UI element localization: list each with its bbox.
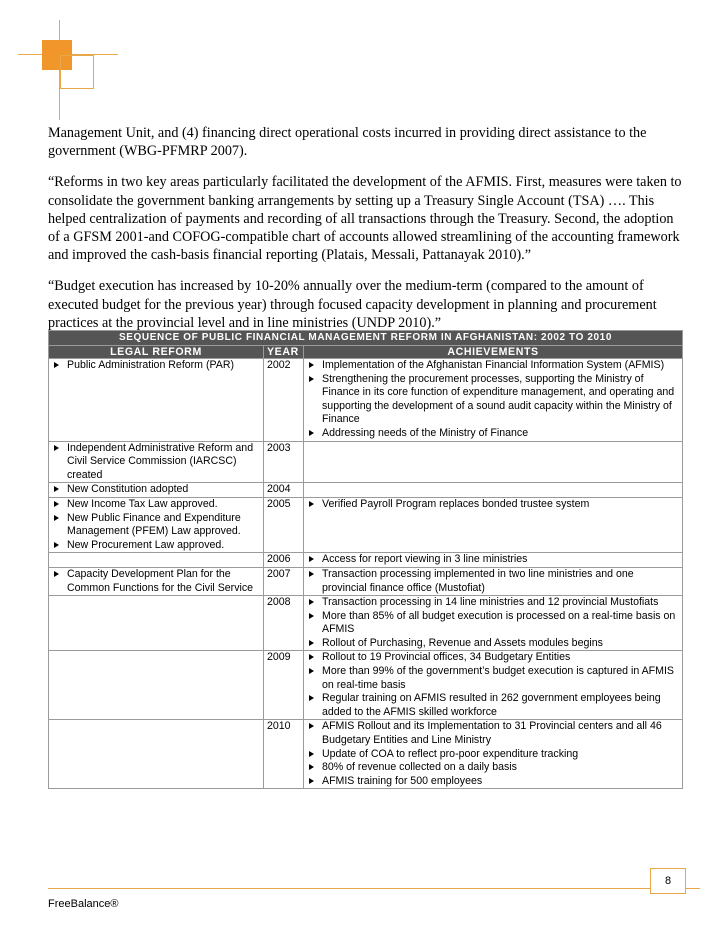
bullet-item: Strengthening the procurement processes, supporting the Ministry of Finance in its core function of expenditure management, and operating and supporting the development of a sound audit capacity within the Ministry of Finance [307, 373, 679, 427]
year-cell: 2003 [264, 441, 304, 483]
legal-reform-cell [49, 596, 264, 651]
legal-reform-cell [49, 553, 264, 568]
achievements-cell [304, 497, 683, 552]
bullet-item: Transaction processing in 14 line ministries and 12 provincial Mustofiats [307, 596, 679, 610]
bullet-item: Verified Payroll Program replaces bonded trustee system [307, 498, 679, 512]
bullet-list [307, 568, 679, 595]
table-row [49, 720, 683, 789]
bullet-item: 80% of revenue collected on a daily basis [307, 761, 679, 775]
table-row [49, 596, 683, 651]
footer-rule [48, 888, 700, 889]
bullet-item: Regular training on AFMIS resulted in 262 government employees being added to the AFMIS skilled workforce [307, 692, 679, 719]
bullet-item: Capacity Development Plan for the Common Functions for the Civil Service [52, 568, 260, 595]
bullet-item: Rollout to 19 Provincial offices, 34 Budgetary Entities [307, 651, 679, 665]
legal-reform-cell [49, 359, 264, 442]
year-cell: 2007 [264, 567, 304, 595]
legal-reform-cell [49, 720, 264, 789]
header-legal-reform: LEGAL REFORM [49, 346, 264, 359]
bullet-list [52, 568, 260, 595]
bullet-item: More than 85% of all budget execution is processed on a real-time basis on AFMIS [307, 610, 679, 637]
table-caption: SEQUENCE OF PUBLIC FINANCIAL MANAGEMENT REFORM IN AFGHANISTAN: 2002 TO 2010 [49, 331, 683, 346]
bullet-list [52, 483, 260, 497]
bullet-item: New Income Tax Law approved. [52, 498, 260, 512]
paragraph-1: Management Unit, and (4) financing direct operational costs incurred in providing direct assistance to the government (WBG-PFMRP 2007). [48, 125, 647, 160]
bullet-list [307, 720, 679, 788]
legal-reform-cell [49, 483, 264, 498]
achievements-cell [304, 651, 683, 720]
achievements-cell [304, 441, 683, 483]
table-row [49, 483, 683, 498]
legal-reform-cell [49, 567, 264, 595]
header-year: YEAR [264, 346, 304, 359]
bullet-item: AFMIS training for 500 employees [307, 775, 679, 789]
year-cell: 2002 [264, 359, 304, 442]
table-row [49, 497, 683, 552]
table-row [49, 651, 683, 720]
legal-reform-cell [49, 441, 264, 483]
bullet-item: Rollout of Purchasing, Revenue and Assets modules begins [307, 637, 679, 651]
achievements-cell [304, 553, 683, 568]
table-row [49, 553, 683, 568]
bullet-list [52, 359, 260, 373]
bullet-list [307, 553, 679, 567]
logo-outline-square [60, 55, 94, 89]
bullet-list [307, 651, 679, 719]
bullet-item: New Constitution adopted [52, 483, 260, 497]
achievements-cell [304, 359, 683, 442]
paragraph-2: “Reforms in two key areas particularly facilitated the development of the AFMIS. First, measures were taken to consolidate the government banking arrangements by setting up a Treasury Single Account (TSA) …. This helped centralization of payments and recording of all transactions through the Treasury. Second, the adoption of a GFSM 2001-and COFOG-compatible chart of accounts allowed streamlining of the accounting framework and improved the cash-basis financial reporting (Platais, Messali, Pattanayak 2010).” [48, 174, 682, 264]
achievements-cell [304, 567, 683, 595]
page-number: 8 [650, 868, 686, 894]
freebalance-logo [0, 0, 120, 110]
year-cell: 2008 [264, 596, 304, 651]
achievements-cell [304, 596, 683, 651]
bullet-item: Public Administration Reform (PAR) [52, 359, 260, 373]
bullet-item: AFMIS Rollout and its Implementation to 31 Provincial centers and all 46 Budgetary Entities and Line Ministry [307, 720, 679, 747]
year-cell: 2010 [264, 720, 304, 789]
bullet-item: New Public Finance and Expenditure Management (PFEM) Law approved. [52, 512, 260, 539]
reform-sequence-table [48, 330, 683, 789]
table-row [49, 567, 683, 595]
bullet-list [52, 498, 260, 552]
achievements-cell [304, 483, 683, 498]
bullet-list [307, 498, 679, 512]
bullet-list [307, 359, 679, 441]
header-achievements: ACHIEVEMENTS [304, 346, 683, 359]
legal-reform-cell [49, 651, 264, 720]
bullet-list [307, 596, 679, 650]
bullet-item: New Procurement Law approved. [52, 539, 260, 553]
table-row [49, 441, 683, 483]
year-cell: 2005 [264, 497, 304, 552]
bullet-list [52, 442, 260, 483]
bullet-item: More than 99% of the government’s budget execution is captured in AFMIS on real-time basis [307, 665, 679, 692]
bullet-item: Addressing needs of the Ministry of Finance [307, 427, 679, 441]
table-body [49, 359, 683, 789]
legal-reform-cell [49, 497, 264, 552]
table-row [49, 359, 683, 442]
bullet-item: Independent Administrative Reform and Civil Service Commission (IARCSC) created [52, 442, 260, 483]
year-cell: 2009 [264, 651, 304, 720]
achievements-cell [304, 720, 683, 789]
footer-brand: FreeBalance® [48, 898, 119, 910]
bullet-item: Implementation of the Afghanistan Financial Information System (AFMIS) [307, 359, 679, 373]
paragraph-3: “Budget execution has increased by 10-20% annually over the medium-term (compared to the amount of executed budget for the previous year) through focused capacity development in planning and procurement practices at the provincial level and in line ministries (UNDP 2010).” [48, 278, 657, 331]
bullet-item: Access for report viewing in 3 line ministries [307, 553, 679, 567]
year-cell: 2006 [264, 553, 304, 568]
bullet-item: Update of COA to reflect pro-poor expenditure tracking [307, 748, 679, 762]
body-text [48, 124, 684, 345]
bullet-item: Transaction processing implemented in two line ministries and one provincial finance office (Mustofiat) [307, 568, 679, 595]
year-cell: 2004 [264, 483, 304, 498]
